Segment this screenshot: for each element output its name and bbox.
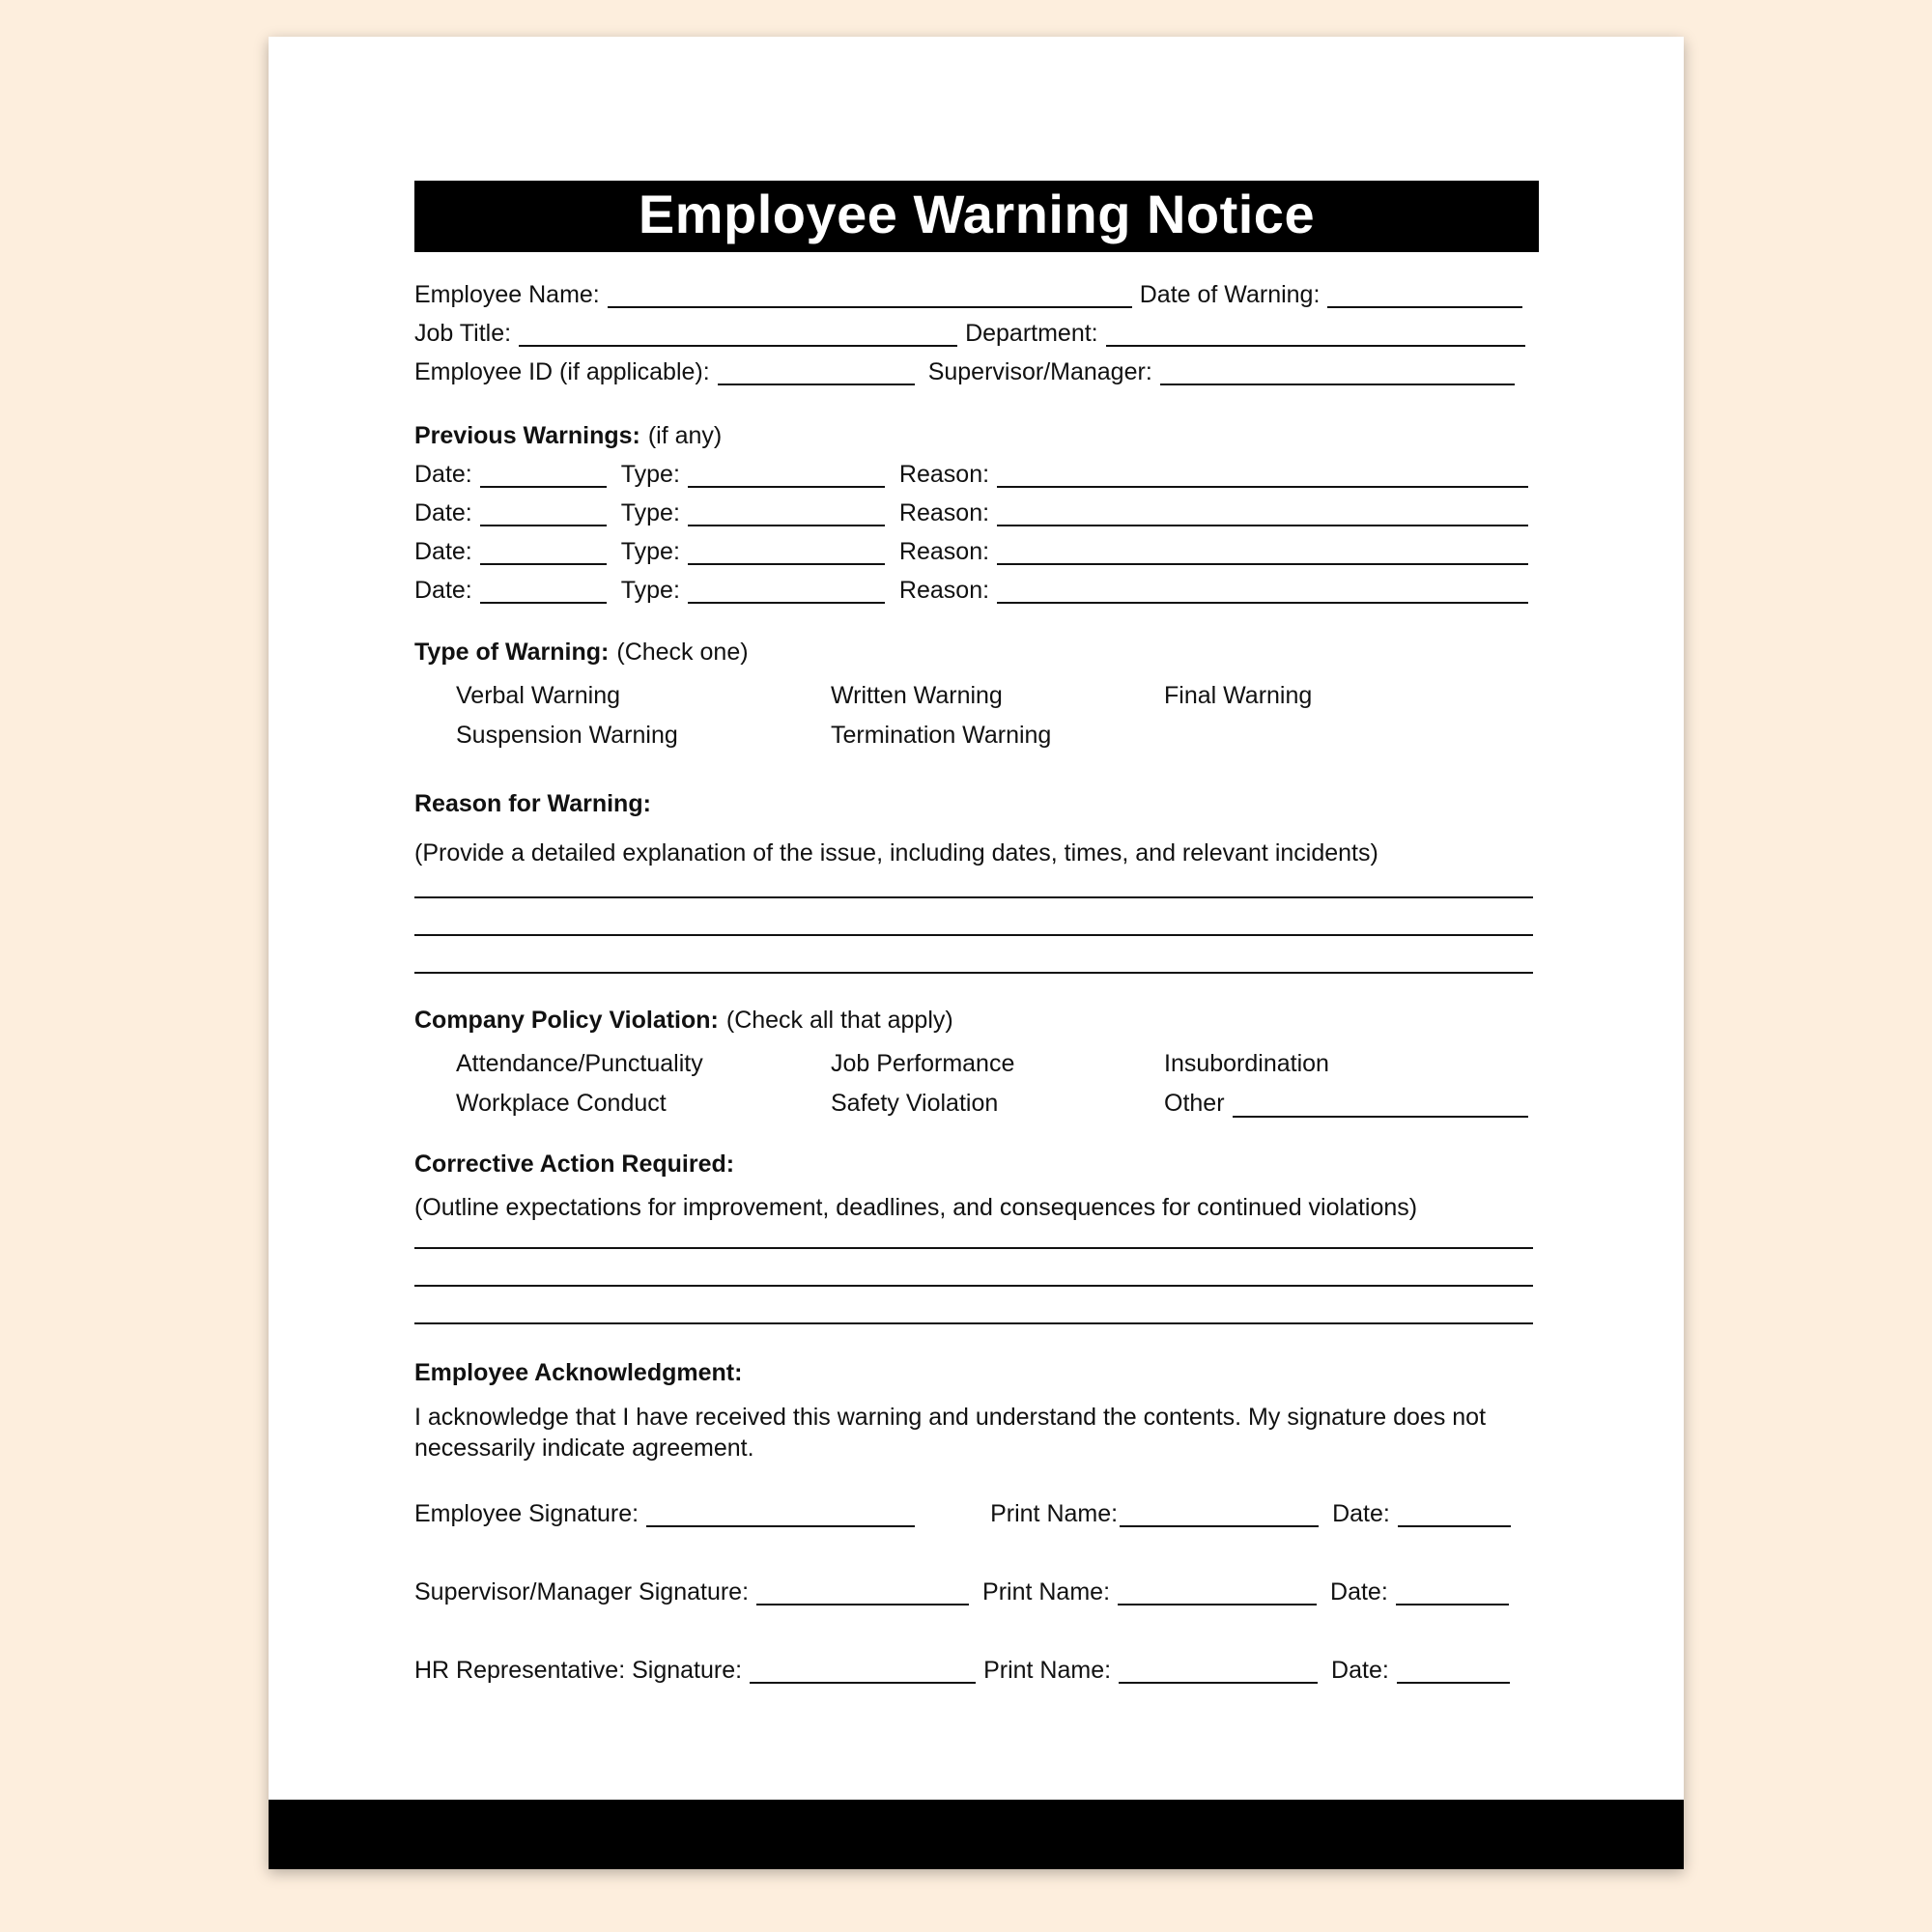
prev-type-label: Type: bbox=[620, 499, 680, 526]
reason-for-warning-heading: Reason for Warning: bbox=[414, 790, 651, 817]
date-of-warning-field[interactable] bbox=[1327, 283, 1522, 308]
prev-type-field[interactable] bbox=[688, 579, 885, 604]
option-safety-violation[interactable]: Safety Violation bbox=[831, 1090, 999, 1117]
employee-signature-field[interactable] bbox=[646, 1502, 915, 1527]
policy-options-row-2 bbox=[414, 1078, 1539, 1118]
hr-date-label: Date: bbox=[1331, 1657, 1389, 1684]
prev-reason-label: Reason: bbox=[898, 577, 990, 604]
corrective-line[interactable] bbox=[414, 1249, 1533, 1287]
prev-reason-field[interactable] bbox=[997, 540, 1528, 565]
hr-print-name-label: Print Name: bbox=[983, 1657, 1112, 1684]
prev-reason-field[interactable] bbox=[997, 501, 1528, 526]
prev-type-label: Type: bbox=[620, 538, 680, 565]
employee-id-field[interactable] bbox=[718, 360, 915, 385]
prev-date-label: Date: bbox=[414, 461, 472, 488]
date-of-warning-label: Date of Warning: bbox=[1139, 281, 1321, 308]
hr-print-name-field[interactable] bbox=[1119, 1659, 1318, 1684]
option-insubordination[interactable]: Insubordination bbox=[1164, 1050, 1329, 1077]
job-title-label: Job Title: bbox=[414, 320, 512, 347]
type-of-warning-options-row-1 bbox=[414, 666, 1539, 710]
supervisor-date-label: Date: bbox=[1330, 1578, 1388, 1605]
other-field[interactable] bbox=[1233, 1093, 1528, 1118]
option-written-warning[interactable]: Written Warning bbox=[831, 682, 1003, 709]
hr-date-field[interactable] bbox=[1397, 1659, 1510, 1684]
employee-signature-row bbox=[414, 1489, 1539, 1527]
footer-bar bbox=[269, 1800, 1684, 1869]
department-label: Department: bbox=[965, 320, 1098, 347]
prev-date-label: Date: bbox=[414, 499, 472, 526]
form-content bbox=[414, 181, 1539, 1684]
prev-date-label: Date: bbox=[414, 577, 472, 604]
supervisor-signature-field[interactable] bbox=[756, 1580, 969, 1605]
acknowledgment-text: I acknowledge that I have received this warning and understand the contents. My signature does not necessarily indicate agreement. bbox=[414, 1404, 1487, 1462]
prev-type-field[interactable] bbox=[688, 501, 885, 526]
job-title-row bbox=[414, 308, 1539, 347]
prev-type-field[interactable] bbox=[688, 540, 885, 565]
type-of-warning-options-row-2 bbox=[414, 710, 1539, 750]
prev-type-label: Type: bbox=[620, 461, 680, 488]
corrective-line[interactable] bbox=[414, 1222, 1533, 1249]
previous-warning-row bbox=[414, 565, 1539, 604]
policy-options-row-1 bbox=[414, 1034, 1539, 1078]
option-other[interactable]: Other bbox=[1164, 1090, 1225, 1117]
supervisor-print-name-field[interactable] bbox=[1118, 1580, 1317, 1605]
form-page bbox=[269, 37, 1684, 1869]
option-attendance-punctuality[interactable]: Attendance/Punctuality bbox=[456, 1050, 703, 1077]
employee-date-field[interactable] bbox=[1398, 1502, 1511, 1527]
supervisor-manager-label: Supervisor/Manager: bbox=[927, 358, 1152, 385]
prev-date-label: Date: bbox=[414, 538, 472, 565]
prev-reason-label: Reason: bbox=[898, 538, 990, 565]
option-verbal-warning[interactable]: Verbal Warning bbox=[456, 682, 620, 709]
job-title-field[interactable] bbox=[519, 322, 957, 347]
supervisor-signature-row bbox=[414, 1567, 1539, 1605]
reason-line[interactable] bbox=[414, 898, 1533, 936]
option-final-warning[interactable]: Final Warning bbox=[1164, 682, 1313, 709]
reason-for-warning-note: (Provide a detailed explanation of the issue, including dates, times, and relevant incidents) bbox=[414, 839, 1378, 867]
previous-warning-row bbox=[414, 526, 1539, 565]
option-workplace-conduct[interactable]: Workplace Conduct bbox=[456, 1090, 667, 1117]
previous-warning-row bbox=[414, 449, 1539, 488]
prev-reason-field[interactable] bbox=[997, 463, 1528, 488]
reason-line[interactable] bbox=[414, 867, 1533, 898]
employee-signature-label: Employee Signature: bbox=[414, 1500, 639, 1527]
prev-type-field[interactable] bbox=[688, 463, 885, 488]
hr-signature-row bbox=[414, 1645, 1539, 1684]
reason-line[interactable] bbox=[414, 936, 1533, 974]
prev-date-field[interactable] bbox=[480, 579, 607, 604]
supervisor-signature-label: Supervisor/Manager Signature: bbox=[414, 1578, 750, 1605]
employee-name-row bbox=[414, 270, 1539, 308]
previous-warning-row bbox=[414, 488, 1539, 526]
hr-signature-field[interactable] bbox=[750, 1659, 976, 1684]
type-of-warning-heading: Type of Warning: (Check one) bbox=[414, 639, 749, 666]
previous-warnings-heading: Previous Warnings: (if any) bbox=[414, 422, 723, 449]
prev-reason-field[interactable] bbox=[997, 579, 1528, 604]
option-suspension-warning[interactable]: Suspension Warning bbox=[456, 722, 678, 749]
supervisor-date-field[interactable] bbox=[1396, 1580, 1509, 1605]
option-job-performance[interactable]: Job Performance bbox=[831, 1050, 1015, 1077]
hr-signature-label: HR Representative: Signature: bbox=[414, 1657, 743, 1684]
employee-id-row bbox=[414, 347, 1539, 385]
employee-name-label: Employee Name: bbox=[414, 281, 600, 308]
employee-print-name-field[interactable] bbox=[1120, 1502, 1319, 1527]
form-title: Employee Warning Notice bbox=[414, 181, 1539, 252]
policy-violation-heading: Company Policy Violation: (Check all that apply) bbox=[414, 1007, 953, 1034]
prev-type-label: Type: bbox=[620, 577, 680, 604]
option-termination-warning[interactable]: Termination Warning bbox=[831, 722, 1052, 749]
corrective-action-heading: Corrective Action Required: bbox=[414, 1151, 735, 1178]
corrective-action-note: (Outline expectations for improvement, deadlines, and consequences for continued violations) bbox=[414, 1194, 1418, 1221]
corrective-line[interactable] bbox=[414, 1287, 1533, 1324]
department-field[interactable] bbox=[1106, 322, 1525, 347]
prev-date-field[interactable] bbox=[480, 540, 607, 565]
prev-date-field[interactable] bbox=[480, 463, 607, 488]
employee-print-name-label: Print Name: bbox=[990, 1500, 1119, 1527]
employee-id-label: Employee ID (if applicable): bbox=[414, 358, 710, 385]
prev-reason-label: Reason: bbox=[898, 499, 990, 526]
employee-name-field[interactable] bbox=[608, 283, 1132, 308]
supervisor-print-name-label: Print Name: bbox=[982, 1578, 1111, 1605]
acknowledgment-heading: Employee Acknowledgment: bbox=[414, 1359, 743, 1386]
supervisor-manager-field[interactable] bbox=[1160, 360, 1515, 385]
prev-date-field[interactable] bbox=[480, 501, 607, 526]
employee-date-label: Date: bbox=[1332, 1500, 1390, 1527]
prev-reason-label: Reason: bbox=[898, 461, 990, 488]
